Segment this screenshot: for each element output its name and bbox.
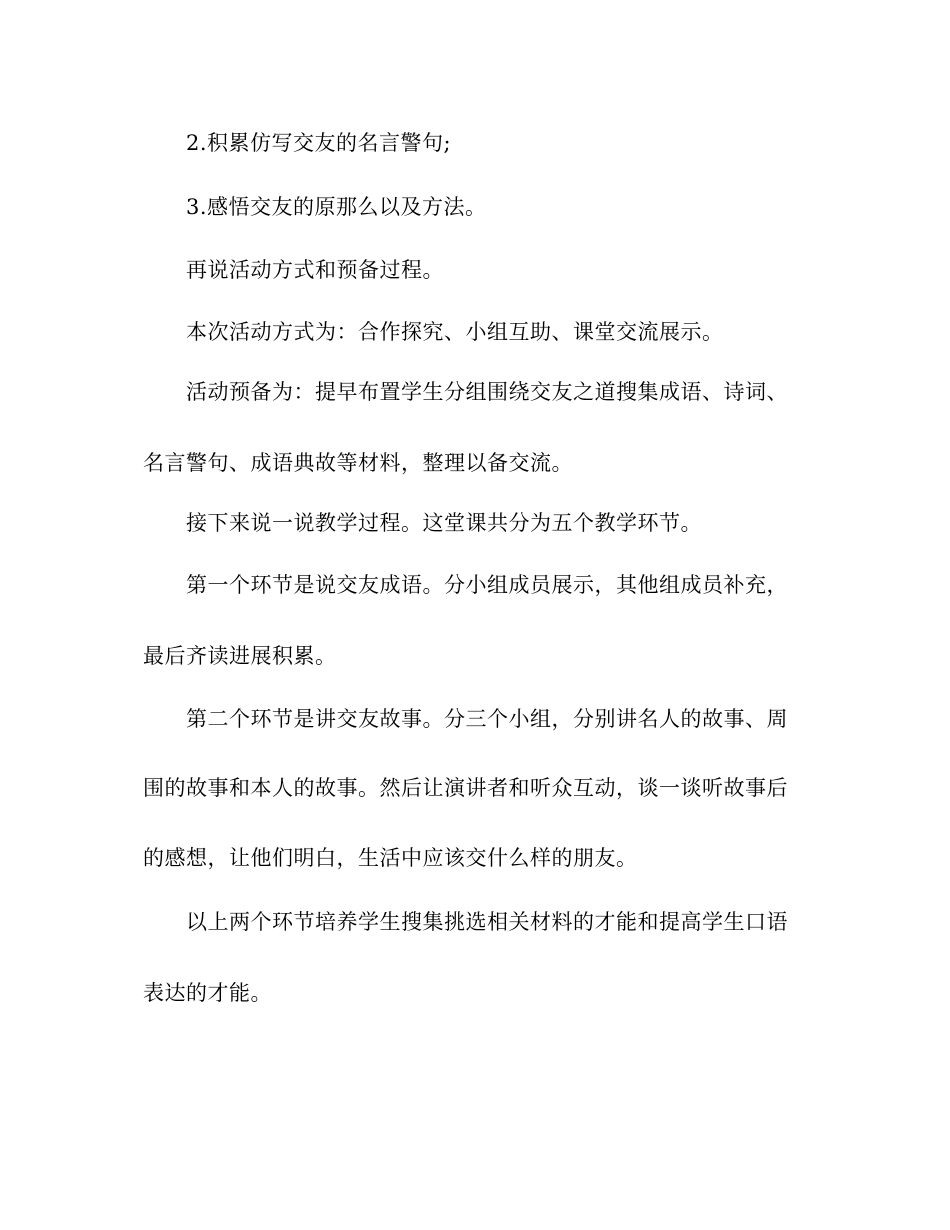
text-line: 最后齐读进展积累。 — [143, 644, 337, 668]
text-line: 再说活动方式和预备过程。 — [186, 258, 444, 282]
text-line: 围的故事和本人的故事。然后让演讲者和听众互动，谈一谈听故事后 — [143, 776, 788, 800]
text-line: 第一个环节是说交友成语。分小组成员展示，其他组成员补充， — [186, 573, 788, 597]
text-line: 活动预备为：提早布置学生分组围绕交友之道搜集成语、诗词、 — [186, 380, 788, 404]
text-line: 本次活动方式为：合作探究、小组互助、课堂交流展示。 — [186, 320, 724, 344]
text-line: 表达的才能。 — [143, 981, 272, 1005]
text-line: 以上两个环节培养学生搜集挑选相关材料的才能和提高学生口语 — [186, 910, 788, 934]
text-line: 名言警句、成语典故等材料，整理以备交流。 — [143, 451, 573, 475]
text-line: 接下来说一说教学过程。这堂课共分为五个教学环节。 — [186, 511, 702, 535]
text-line: 3.感悟交友的原那么以及方法。 — [186, 195, 487, 219]
text-line: 的感想，让他们明白，生活中应该交什么样的朋友。 — [143, 846, 638, 870]
text-line: 2.积累仿写交友的名言警句; — [186, 131, 452, 155]
text-line: 第二个环节是讲交友故事。分三个小组，分别讲名人的故事、周 — [186, 707, 788, 731]
